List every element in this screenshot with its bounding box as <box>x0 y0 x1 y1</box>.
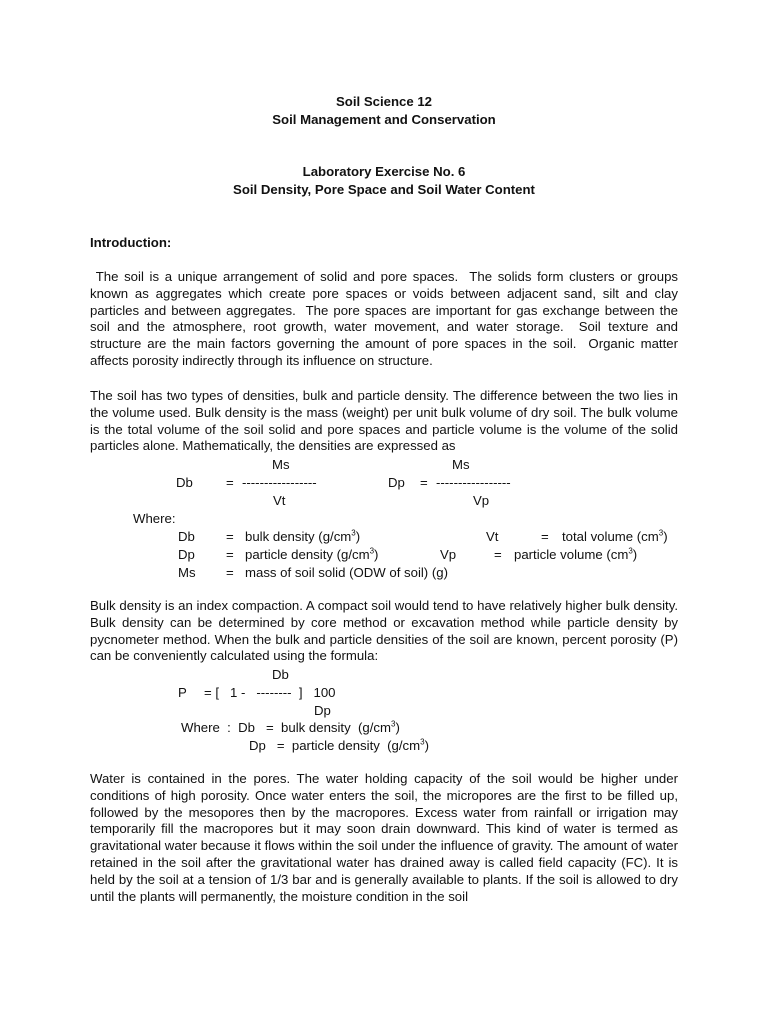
db-equals: = <box>226 475 234 490</box>
bulk-density-paragraph: Bulk density is an index compaction. A compact soil would tend to have relatively higher bulk density. Bulk density can be determined by core method or excavation method while particle density by pycnometer method. When the bulk and particle densities of the soil are known, percent porosity (P) can be conveniently calculated using the formula: <box>90 598 678 664</box>
porosity-symbol: P <box>178 685 187 700</box>
db-symbol: Db <box>176 475 193 490</box>
introduction-heading: Introduction: <box>90 235 172 250</box>
where-label: Where: <box>133 511 176 526</box>
def-equals: = <box>541 529 549 544</box>
def-symbol: Vp <box>440 547 457 562</box>
def-symbol: Dp <box>178 547 195 562</box>
def-symbol: Ms <box>178 565 196 580</box>
dp-denominator: Vp <box>473 493 490 508</box>
dp-fraction-bar: ----------------- <box>436 475 511 490</box>
def-equals: = <box>226 565 234 580</box>
porosity-denominator: Dp <box>314 703 331 718</box>
def-text: particle volume $(cm^3)$ <box>514 546 638 562</box>
porosity-where-dp: Dp = particle density $(g/cm^3)$ <box>249 737 429 753</box>
def-symbol: Db <box>178 529 195 544</box>
exercise-title: Soil Density, Pore Space and Soil Water Content <box>233 182 535 197</box>
def-equals: = <box>226 547 234 562</box>
def-text: mass of soil solid (ODW of soil) (g) <box>245 565 448 580</box>
def-equals: = <box>226 529 234 544</box>
def-symbol: Vt <box>486 529 499 544</box>
course-title: Soil Management and Conservation <box>272 112 496 127</box>
porosity-expression: = [ 1 - -------- ] 100 <box>204 685 336 700</box>
dp-equals: = <box>420 475 428 490</box>
course-code: Soil Science 12 <box>335 94 433 109</box>
exercise-number: Laboratory Exercise No. 6 <box>302 164 466 179</box>
intro-paragraph-1: The soil is a unique arrangement of solid and pore spaces. The solids form clusters or groups known as aggregates which create pore spaces or voids between adjacent sand, silt and clay particles and between aggregates. The pore spaces are important for gas exchange between the soil and the atmosphere, root growth, water movement, and water storage. Soil texture and structure are the main factors governing the amount of pore spaces in the soil. Organic matter affects porosity indirectly through its influence on structure. <box>90 269 682 368</box>
porosity-numerator: Db <box>272 667 289 682</box>
def-text: particle density $(g/cm^3)$ <box>245 546 379 562</box>
dp-numerator: Ms <box>452 457 470 472</box>
def-text: bulk density $(g/cm^3)$ <box>245 528 361 544</box>
porosity-where-db: Where : Db = bulk density $(g/cm^3)$ <box>181 719 400 735</box>
db-denominator: Vt <box>273 493 286 508</box>
def-text: total volume $(cm^3)$ <box>562 528 668 544</box>
intro-paragraph-2: The soil has two types of densities, bulk and particle density. The difference between the two lies in the volume used. Bulk density is the mass (weight) per unit bulk volume of dry soil. The bulk volume is the total volume of the soil solid and pore spaces and particle volume is the volume of the solid particles alone. Mathematically, the densities are expressed as <box>90 388 678 454</box>
water-content-paragraph: Water is contained in the pores. The water holding capacity of the soil would be higher under conditions of high porosity. Once water enters the soil, the micropores are the first to be filled up, followed by the mesopores then by the macropores. Excess water from rainfall or irrigation may temporarily fill the macropores but it may soon drain downward. This kind of water is termed as gravitational water because it flows within the soil under the influence of gravity. The amount of water retained in the soil after the gravitational water has drained away is called field capacity (FC). It is held by the soil at a tension of 1/3 bar and is generally available to plants. If the soil is allowed to dry until the plants will permanently, the moisture condition in the soil <box>90 771 678 904</box>
dp-symbol: Dp <box>388 475 405 490</box>
db-numerator: Ms <box>272 457 290 472</box>
def-equals: = <box>494 547 502 562</box>
db-fraction-bar: ----------------- <box>242 475 317 490</box>
